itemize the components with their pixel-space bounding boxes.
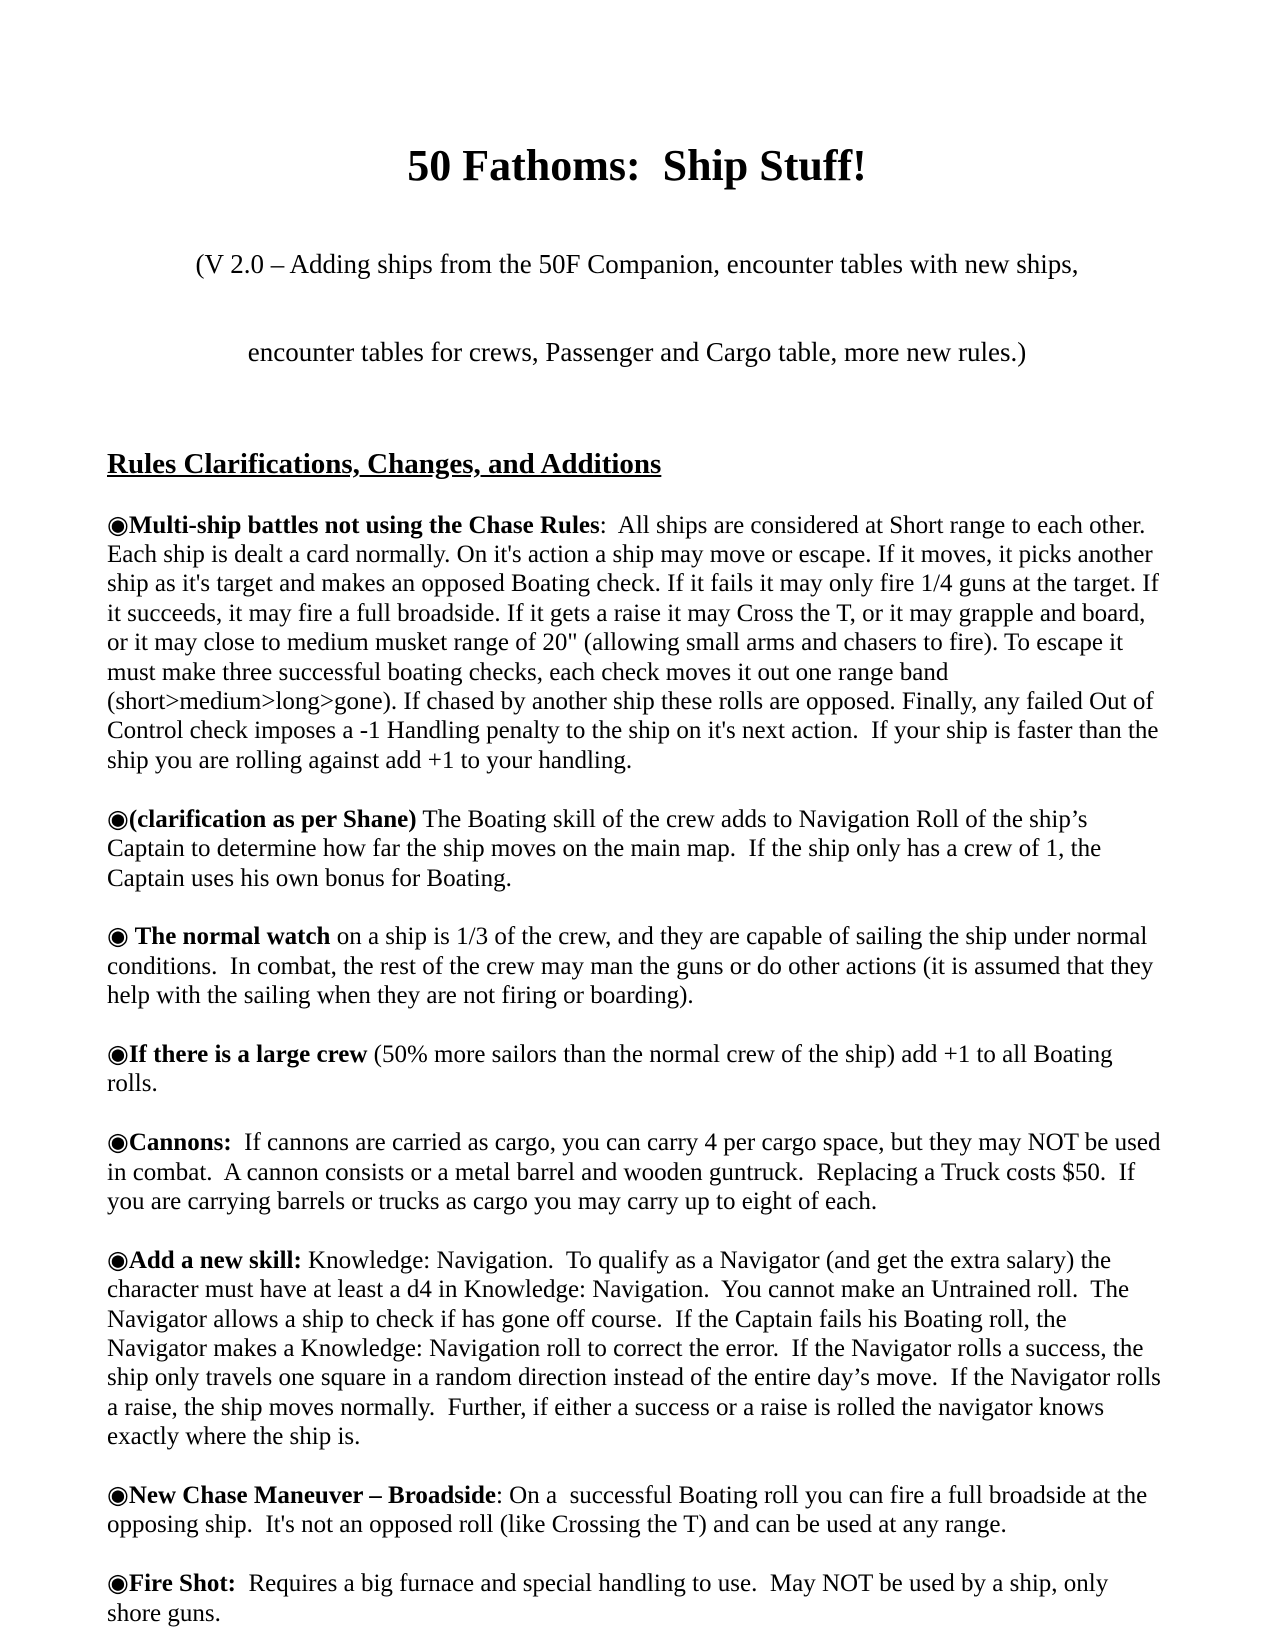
paragraph-lead: Fire Shot: <box>128 1570 236 1598</box>
document-subtitle <box>107 191 1167 426</box>
bullet-icon: ◉ <box>107 1481 129 1509</box>
subtitle-line-1: (V 2.0 – Adding ships from the 50F Companion, encounter tables with new ships, <box>195 248 1079 279</box>
bullet-icon: ◉ <box>107 1040 129 1068</box>
paragraph <box>107 805 1167 893</box>
bullet-icon: ◉ <box>107 805 129 833</box>
paragraph-text: : On a successful Boating roll you can fire a full broadside at the opposing ship. It's not an opposed roll (like Crossing the T) and can be used at any range. <box>107 1481 1154 1539</box>
bullet-icon: ◉ <box>107 923 129 951</box>
paragraph-text: If cannons are carried as cargo, you can carry 4 per cargo space, but they may NOT be used in combat. A cannon consists or a metal barrel and wooden guntruck. Replacing a Truck costs $50. If you are carrying barrels or trucks as cargo you may carry up to eight of each. <box>107 1129 1167 1215</box>
paragraph-lead: Multi-ship battles not using the Chase Rules <box>128 511 600 539</box>
paragraph-lead: If there is a large crew <box>128 1040 368 1068</box>
paragraph-text: The Boating skill of the crew adds to Navigation Roll of the ship’s Captain to determine how far the ship moves on the main map. If the ship only has a crew of 1, the Captain uses his own bonus for Boating. <box>107 805 1108 892</box>
paragraph-lead: New Chase Maneuver – Broadside <box>128 1481 496 1509</box>
section-heading: Rules Clarifications, Changes, and Additions <box>107 448 662 481</box>
paragraph <box>107 511 1167 776</box>
bullet-icon: ◉ <box>107 511 129 539</box>
paragraph-text: on a ship is 1/3 of the crew, and they are capable of sailing the ship under normal conditions. In combat, the rest of the crew may man the guns or do other actions (it is assumed that they help with the sailing when they are not firing or boarding). <box>107 923 1160 1010</box>
paragraph-lead: Cannons: <box>128 1129 232 1157</box>
document-title: 50 Fathoms: Ship Stuff! <box>407 141 867 190</box>
paragraph-text: (50% more sailors than the normal crew of the ship) add +1 to all Boating rolls. <box>107 1040 1119 1098</box>
paragraph <box>107 922 1167 1010</box>
paragraph-lead: The normal watch <box>128 923 331 951</box>
paragraph <box>107 1128 1167 1216</box>
paragraph <box>107 1246 1167 1452</box>
bullet-icon: ◉ <box>107 1129 129 1157</box>
bullet-icon: ◉ <box>107 1246 129 1274</box>
paragraph-lead: (clarification as per Shane) <box>128 805 417 833</box>
paragraph-text: Knowledge: Navigation. To qualify as a Navigator (and get the extra salary) the character must have at least a d4 in Knowledge: Navigation. You cannot make an Untrained roll. The Navigator allows a ship to check if has gone off course. If the Captain fails his Boating roll, the Navigator makes a Knowledge: Navigation roll to correct the error. If the Navigator rolls a success, the ship only travels one square in a random direction instead of the entire day’s move. If the Navigator rolls a raise, the ship moves normally. Further, if either a success or a raise is rolled the navigator knows exactly where the ship is. <box>107 1246 1168 1451</box>
paragraph-text: : All ships are considered at Short range to each other. Each ship is dealt a card normally. On it's action a ship may move or escape. If it moves, it picks another ship as it's target and makes an opposed Boating check. If it fails it may only fire 1/4 guns at the target. If it succeeds, it may fire a full broadside. If it gets a raise it may Cross the T, or it may grapple and board, or it may close to medium musket range of 20" (allowing small arms and chasers to fire). To escape it must make three successful boating checks, each check moves it out one range band (short>medium>long>gone). If chased by another ship these rolls are opposed. Finally, any failed Out of Control check imposes a -1 Handling penalty to the ship on it's next action. If your ship is faster than the ship you are rolling against add +1 to your handling. <box>107 511 1166 774</box>
paragraph-text: Requires a big furnace and special handling to use. May NOT be used by a ship, only shore guns. <box>107 1570 1115 1627</box>
paragraph <box>107 1481 1167 1540</box>
paragraph-lead: Add a new skill: <box>128 1246 302 1274</box>
bullet-icon: ◉ <box>107 1570 129 1598</box>
paragraph <box>107 1040 1167 1099</box>
subtitle-line-2: encounter tables for crews, Passenger and Cargo table, more new rules.) <box>247 337 1027 368</box>
document-body <box>107 511 1167 1628</box>
paragraph <box>107 1569 1167 1628</box>
